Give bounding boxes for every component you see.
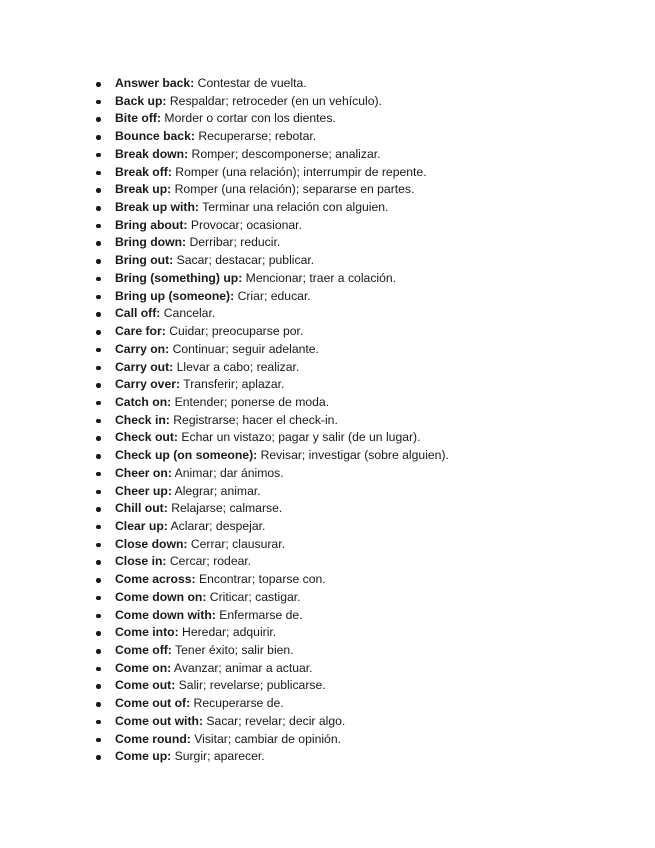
entry-term: Carry out: bbox=[115, 359, 174, 374]
list-item bbox=[96, 305, 636, 323]
entry-definition: Llevar a cabo; realizar. bbox=[176, 359, 300, 374]
bullet-icon bbox=[96, 241, 101, 246]
entry-definition: Echar un vistazo; pagar y salir (de un lugar). bbox=[181, 430, 421, 445]
entry-term: Carry over: bbox=[115, 377, 181, 392]
entry-definition: Romper (una relación); separarse en partes. bbox=[174, 182, 415, 197]
list-item bbox=[96, 75, 636, 93]
bullet-icon bbox=[96, 224, 101, 229]
entry-term: Bring about: bbox=[115, 217, 188, 232]
entry-term: Come across: bbox=[115, 572, 196, 587]
list-item bbox=[96, 713, 636, 731]
list-item bbox=[96, 110, 636, 128]
entry-term: Back up: bbox=[115, 93, 167, 108]
list-item bbox=[96, 288, 636, 306]
list-item bbox=[96, 536, 636, 554]
bullet-icon bbox=[96, 295, 101, 300]
bullet-icon bbox=[96, 117, 101, 122]
list-item bbox=[96, 695, 636, 713]
bullet-icon bbox=[96, 171, 101, 176]
bullet-icon bbox=[96, 578, 101, 583]
bullet-icon bbox=[96, 649, 101, 654]
entry-definition: Terminar una relación con alguien. bbox=[202, 200, 389, 215]
list-item bbox=[96, 93, 636, 111]
bullet-icon bbox=[96, 614, 101, 619]
entry-term: Come into: bbox=[115, 625, 179, 640]
entry-term: Close in: bbox=[115, 554, 167, 569]
bullet-icon bbox=[96, 490, 101, 495]
list-item bbox=[96, 359, 636, 377]
list-item bbox=[96, 181, 636, 199]
entry-term: Come off: bbox=[115, 643, 172, 657]
entry-term: Check up (on someone): bbox=[115, 448, 258, 463]
bullet-icon bbox=[96, 525, 101, 530]
entry-definition: Romper (una relación); interrumpir de repente. bbox=[175, 164, 427, 179]
entry-definition: Relajarse; calmarse. bbox=[171, 501, 283, 516]
bullet-icon bbox=[96, 667, 101, 672]
list-item bbox=[96, 518, 636, 536]
entry-definition: Derribar; reducir. bbox=[189, 235, 281, 250]
entry-term: Come out: bbox=[115, 678, 176, 693]
bullet-icon bbox=[96, 82, 101, 87]
entry-definition: Contestar de vuelta. bbox=[197, 76, 307, 90]
entry-term: Come out with: bbox=[115, 713, 204, 728]
entry-term: Bounce back: bbox=[115, 129, 195, 144]
entry-definition: Encontrar; toparse con. bbox=[199, 572, 326, 587]
entry-term: Carry on: bbox=[115, 341, 170, 356]
list-item bbox=[96, 483, 636, 501]
list-item bbox=[96, 660, 636, 678]
entry-definition: Avanzar; animar a actuar. bbox=[173, 660, 313, 675]
bullet-icon bbox=[96, 543, 101, 548]
entry-definition: Enfermarse de. bbox=[219, 607, 303, 622]
list-item bbox=[96, 731, 636, 749]
list-item bbox=[96, 199, 636, 217]
list-item bbox=[96, 447, 636, 465]
list-item bbox=[96, 376, 636, 394]
entry-term: Clear up: bbox=[115, 518, 168, 533]
list-item bbox=[96, 677, 636, 695]
bullet-icon bbox=[96, 454, 101, 459]
entry-definition: Tener éxito; salir bien. bbox=[175, 643, 294, 657]
bullet-icon bbox=[96, 560, 101, 565]
bullet-icon bbox=[96, 383, 101, 388]
bullet-icon bbox=[96, 702, 101, 707]
entry-term: Come on: bbox=[115, 660, 172, 675]
list-item bbox=[96, 341, 636, 359]
bullet-icon bbox=[96, 684, 101, 689]
bullet-icon bbox=[96, 259, 101, 264]
entry-definition: Recuperarse; rebotar. bbox=[198, 129, 317, 144]
entry-definition: Heredar; adquirir. bbox=[182, 625, 277, 640]
entry-definition: Alegrar; animar. bbox=[174, 483, 261, 498]
bullet-icon bbox=[96, 366, 101, 371]
bullet-icon bbox=[96, 472, 101, 477]
bullet-icon bbox=[96, 401, 101, 406]
list-item bbox=[96, 624, 636, 642]
entry-definition: Transferir; aplazar. bbox=[183, 377, 285, 392]
bullet-icon bbox=[96, 419, 101, 424]
entry-definition: Cerrar; clausurar. bbox=[190, 536, 285, 551]
entry-definition: Cancelar. bbox=[163, 306, 216, 321]
entry-term: Chill out: bbox=[115, 501, 168, 516]
bullet-icon bbox=[96, 755, 101, 760]
entry-definition: Romper; descomponerse; analizar. bbox=[191, 146, 381, 161]
entry-definition: Revisar; investigar (sobre alguien). bbox=[260, 448, 449, 463]
entry-term: Bring up (someone): bbox=[115, 288, 235, 303]
list-item bbox=[96, 553, 636, 571]
list-item bbox=[96, 234, 636, 252]
list-item bbox=[96, 323, 636, 341]
entry-definition: Provocar; ocasionar. bbox=[190, 217, 302, 232]
entry-definition: Continuar; seguir adelante. bbox=[172, 341, 319, 356]
entry-definition: Sacar; destacar; publicar. bbox=[176, 253, 315, 268]
bullet-icon bbox=[96, 738, 101, 743]
entry-definition: Entender; ponerse de moda. bbox=[174, 394, 330, 409]
bullet-icon bbox=[96, 631, 101, 636]
list-item bbox=[96, 571, 636, 589]
list-item bbox=[96, 270, 636, 288]
bullet-icon bbox=[96, 153, 101, 158]
list-item bbox=[96, 164, 636, 182]
entry-term: Bring down: bbox=[115, 235, 187, 250]
phrasal-verb-list bbox=[96, 75, 636, 766]
bullet-icon bbox=[96, 436, 101, 441]
entry-term: Check out: bbox=[115, 430, 178, 445]
bullet-icon bbox=[96, 277, 101, 282]
bullet-icon bbox=[96, 330, 101, 335]
entry-definition: Registrarse; hacer el check-in. bbox=[173, 412, 338, 427]
list-item bbox=[96, 748, 636, 766]
entry-term: Break down: bbox=[115, 146, 189, 161]
entry-definition: Visitar; cambiar de opinión. bbox=[194, 731, 341, 746]
entry-term: Break off: bbox=[115, 164, 172, 179]
entry-term: Come out of: bbox=[115, 696, 191, 711]
list-item bbox=[96, 589, 636, 607]
entry-term: Bring out: bbox=[115, 253, 174, 268]
bullet-icon bbox=[96, 348, 101, 353]
bullet-icon bbox=[96, 100, 101, 105]
bullet-icon bbox=[96, 312, 101, 317]
entry-term: Come up: bbox=[115, 749, 172, 764]
list-item bbox=[96, 128, 636, 146]
bullet-icon bbox=[96, 188, 101, 193]
list-item bbox=[96, 642, 636, 660]
entry-definition: Salir; revelarse; publicarse. bbox=[178, 678, 326, 693]
list-item bbox=[96, 500, 636, 518]
entry-term: Break up: bbox=[115, 182, 172, 197]
entry-term: Cheer up: bbox=[115, 483, 172, 498]
entry-term: Break up with: bbox=[115, 200, 199, 215]
entry-definition: Surgir; aparecer. bbox=[174, 749, 265, 764]
list-item bbox=[96, 429, 636, 447]
entry-definition: Sacar; revelar; decir algo. bbox=[206, 713, 346, 728]
entry-term: Check in: bbox=[115, 412, 170, 427]
entry-definition: Mencionar; traer a colación. bbox=[245, 270, 397, 285]
bullet-icon bbox=[96, 135, 101, 140]
list-item bbox=[96, 252, 636, 270]
entry-term: Come down with: bbox=[115, 607, 216, 622]
bullet-icon bbox=[96, 596, 101, 601]
list-item bbox=[96, 394, 636, 412]
list-item bbox=[96, 465, 636, 483]
entry-term: Answer back: bbox=[115, 76, 195, 90]
entry-term: Cheer on: bbox=[115, 465, 172, 480]
entry-definition: Animar; dar ánimos. bbox=[174, 465, 284, 480]
entry-definition: Respaldar; retroceder (en un vehículo). bbox=[169, 93, 382, 108]
entry-definition: Criar; educar. bbox=[237, 288, 311, 303]
entry-term: Call off: bbox=[115, 306, 161, 321]
entry-definition: Morder o cortar con los dientes. bbox=[164, 111, 336, 126]
entry-term: Close down: bbox=[115, 536, 188, 551]
entry-term: Care for: bbox=[115, 324, 166, 339]
entry-term: Come down on: bbox=[115, 589, 207, 604]
bullet-icon bbox=[96, 206, 101, 211]
bullet-icon bbox=[96, 507, 101, 512]
entry-term: Bring (something) up: bbox=[115, 270, 243, 285]
entry-term: Come round: bbox=[115, 731, 191, 746]
list-item bbox=[96, 146, 636, 164]
entry-definition: Cercar; rodear. bbox=[169, 554, 252, 569]
entry-definition: Aclarar; despejar. bbox=[170, 518, 266, 533]
bullet-icon bbox=[96, 720, 101, 725]
entry-definition: Criticar; castigar. bbox=[209, 589, 301, 604]
entry-definition: Recuperarse de. bbox=[193, 696, 284, 711]
list-item bbox=[96, 217, 636, 235]
list-item bbox=[96, 607, 636, 625]
entry-definition: Cuidar; preocuparse por. bbox=[169, 324, 304, 339]
list-item bbox=[96, 412, 636, 430]
entry-term: Bite off: bbox=[115, 111, 162, 126]
entry-term: Catch on: bbox=[115, 394, 172, 409]
